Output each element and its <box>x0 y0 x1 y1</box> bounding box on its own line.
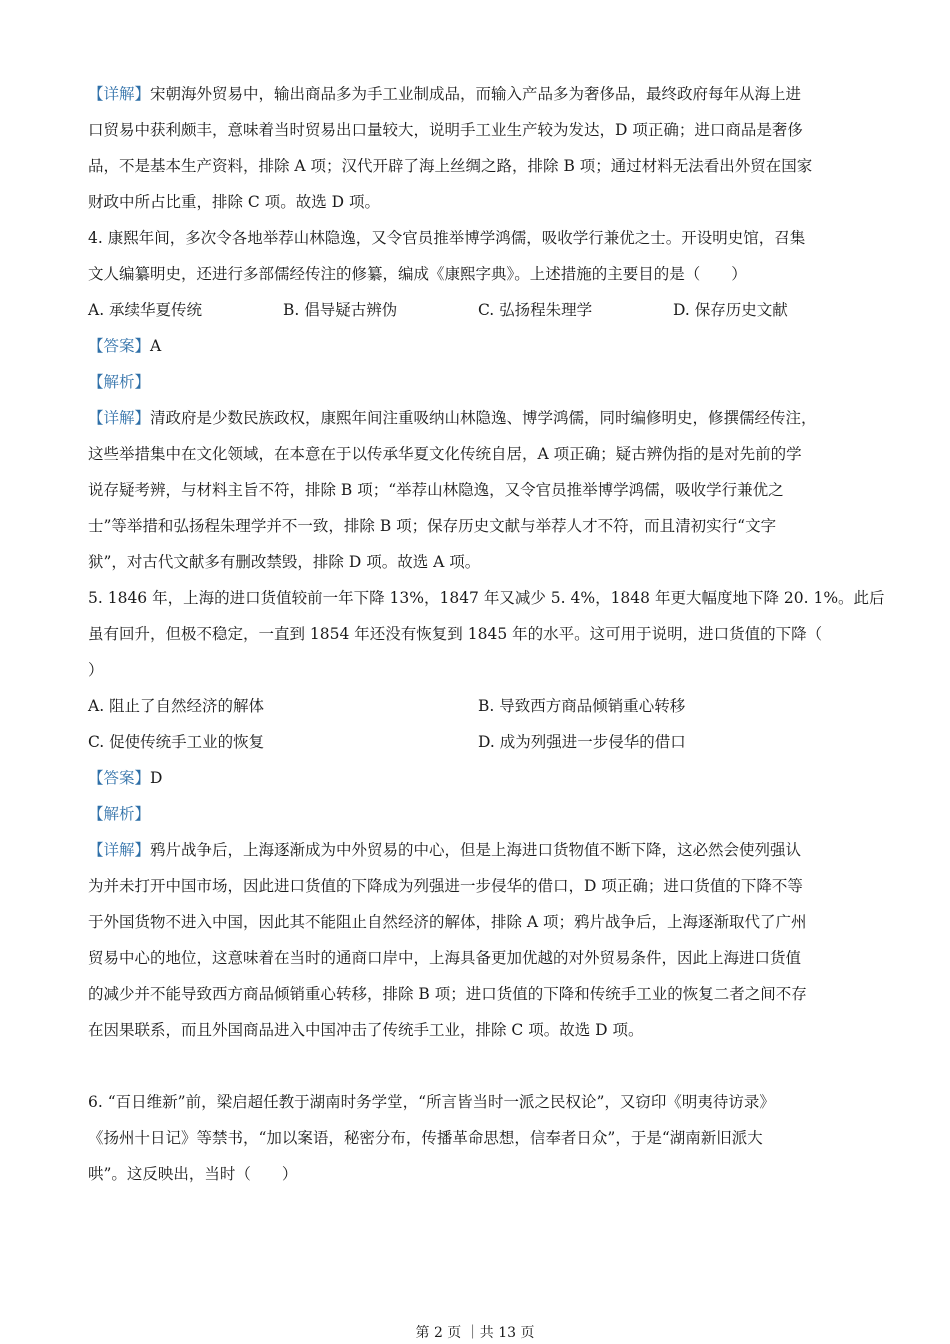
detail-line: 【详解】清政府是少数民族政权，康熙年间注重吸纳山林隐逸、博学鸿儒，同时编修明史，修撰儒经传注， <box>88 409 817 427</box>
page-footer: 第 2 页 ｜共 13 页 <box>415 1325 535 1341</box>
answer-line <box>88 328 868 364</box>
option-c: C. 弘扬程朱理学 <box>478 301 593 319</box>
analysis-line <box>88 364 868 400</box>
detail-line: 于外国货物不进入中国，因此其不能阻止自然经济的解体，排除 A 项；鸦片战争后，上海逐渐取代了广州 <box>88 913 807 931</box>
option-d: D. 成为列强进一步侵华的借口 <box>478 733 686 751</box>
detail-tag: 【详解】 <box>88 85 151 103</box>
detail-line: 【详解】宋朝海外贸易中，输出商品多为手工业制成品，而输入产品多为奢侈品，最终政府每年从海上进 <box>88 85 802 103</box>
question-4 <box>88 220 868 580</box>
options-row <box>88 724 868 760</box>
option-b: B. 倡导疑古辨伪 <box>283 301 398 319</box>
detail-line: 在因果联系，而且外国商品进入中国冲击了传统手工业，排除 C 项。故选 D 项。 <box>88 1021 644 1039</box>
question-stem: ） <box>88 661 104 679</box>
detail-block-q3 <box>88 76 868 220</box>
question-stem: 5. 1846 年，上海的进口货值较前一年下降 13%，1847 年又减少 5. 4%，1848 年更大幅度地下降 20. 1%。此后 <box>88 589 885 607</box>
question-stem: 4. 康熙年间，多次令各地举荐山林隐逸，又令官员推举博学鸿儒，吸收学行兼优之士。开设明史馆，召集 <box>88 229 806 247</box>
detail-line: 狱”，对古代文献多有删改禁毁，排除 D 项。故选 A 项。 <box>88 553 481 571</box>
answer-value: A <box>150 337 162 355</box>
question-stem: 《扬州十日记》等禁书，“加以案语，秘密分布，传播革命思想，信奉者日众”，于是“湖南新旧派大 <box>88 1129 763 1147</box>
detail-tag: 【详解】 <box>88 841 151 859</box>
question-stem: 哄”。这反映出，当时（ ） <box>88 1165 298 1183</box>
option-a: A. 承续华夏传统 <box>88 301 203 319</box>
detail-line: 的减少并不能导致西方商品倾销重心转移，排除 B 项；进口货值的下降和传统手工业的恢复二者之间不存 <box>88 985 807 1003</box>
detail-line: 贸易中心的地位，这意味着在当时的通商口岸中，上海具备更加优越的对外贸易条件，因此上海进口货值 <box>88 949 802 967</box>
spacer <box>88 1048 868 1084</box>
options-row <box>88 688 868 724</box>
analysis-tag: 【解析】 <box>88 805 151 823</box>
options-row <box>88 292 868 328</box>
option-d: D. 保存历史文献 <box>673 301 788 319</box>
detail-line: 【详解】鸦片战争后，上海逐渐成为中外贸易的中心，但是上海进口货物值不断下降，这必然会使列强认 <box>88 841 802 859</box>
document-body <box>88 76 885 1192</box>
question-stem: 6. “百日维新”前，梁启超任教于湖南时务学堂，“所言皆当时一派之民权论”，又窃印《明夷待访录》 <box>88 1093 775 1111</box>
detail-line: 说存疑考辨，与材料主旨不符，排除 B 项；“举荐山林隐逸，又令官员推举博学鸿儒，吸收学行兼优之 <box>88 481 784 499</box>
detail-line: 为并未打开中国市场，因此进口货值的下降成为列强进一步侵华的借口，D 项正确；进口货值的下降不等 <box>88 877 803 895</box>
question-6 <box>88 1084 868 1192</box>
option-c: C. 促使传统手工业的恢复 <box>88 733 265 751</box>
analysis-tag: 【解析】 <box>88 373 151 391</box>
question-stem: 虽有回升，但极不稳定，一直到 1854 年还没有恢复到 1845 年的水平。这可用于说明，进口货值的下降（ <box>88 625 823 643</box>
option-a: A. 阻止了自然经济的解体 <box>88 697 265 715</box>
question-5 <box>88 580 885 1048</box>
detail-line: 财政中所占比重，排除 C 项。故选 D 项。 <box>88 193 380 211</box>
question-stem: 文人编纂明史，还进行多部儒经传注的修纂，编成《康熙字典》。上述措施的主要目的是（ ） <box>88 265 747 283</box>
detail-line: 这些举措集中在文化领域，在本意在于以传承华夏文化传统自居，A 项正确；疑古辨伪指的是对先前的学 <box>88 445 802 463</box>
detail-line: 品，不是基本生产资料，排除 A 项；汉代开辟了海上丝绸之路，排除 B 项；通过材料无法看出外贸在国家 <box>88 157 813 175</box>
detail-tag: 【详解】 <box>88 409 151 427</box>
option-b: B. 导致西方商品倾销重心转移 <box>478 697 686 715</box>
answer-tag: 【答案】 <box>88 337 151 355</box>
answer-line <box>88 760 868 796</box>
detail-line: 士”等举措和弘扬程朱理学并不一致，排除 B 项；保存历史文献与举荐人才不符，而且清初实行“文字 <box>88 517 777 535</box>
answer-value: D <box>150 769 163 787</box>
answer-tag: 【答案】 <box>88 769 151 787</box>
detail-line: 口贸易中获利颇丰，意味着当时贸易出口量较大，说明手工业生产较为发达，D 项正确；进口商品是奢侈 <box>88 121 803 139</box>
analysis-line <box>88 796 868 832</box>
